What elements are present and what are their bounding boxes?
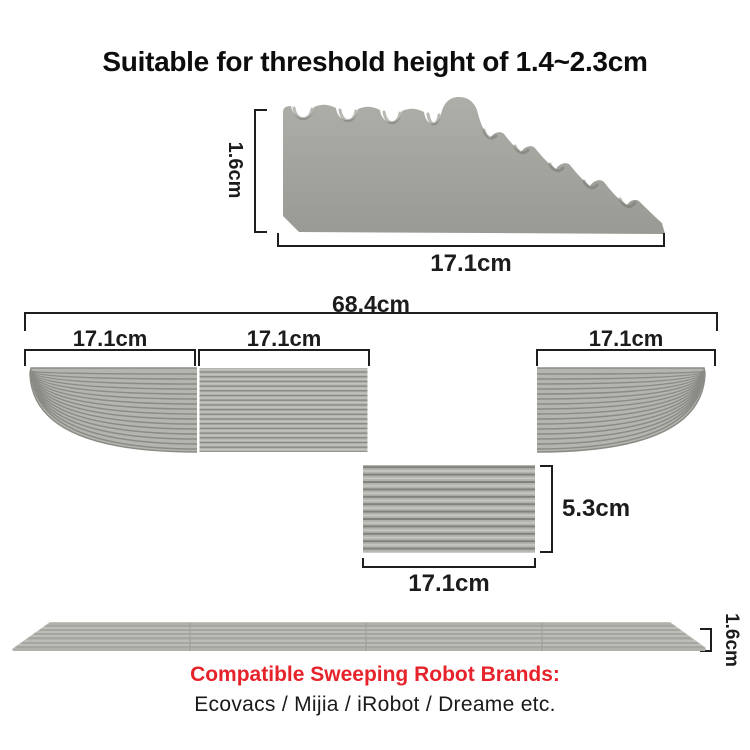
ramp-width-label: 17.1cm — [430, 250, 512, 277]
middle-straight-piece — [200, 368, 368, 452]
page-title: Suitable for threshold height of 1.4~2.3cm — [102, 46, 648, 77]
segment-width-label-2: 17.1cm — [246, 326, 322, 351]
segment-width-label-3: 17.1cm — [588, 326, 664, 351]
left-end-piece — [30, 368, 197, 452]
strip-thickness-label: 1.6cm — [721, 613, 742, 667]
right-end-piece — [537, 368, 705, 452]
bracket-ramp-width — [278, 233, 664, 246]
middle-bottom-piece — [363, 465, 535, 553]
bracket-middle-width — [363, 558, 535, 567]
bracket-middle-height — [540, 466, 552, 552]
segment-width-label-1: 17.1cm — [72, 326, 148, 351]
middle-piece-height-label: 5.3cm — [562, 495, 631, 522]
ramp-side-view — [283, 97, 665, 234]
compatible-brands-heading: Compatible Sweeping Robot Brands: — [190, 663, 560, 686]
compatible-brands-list: Ecovacs / Mijia / iRobot / Dreame etc. — [194, 693, 556, 716]
middle-piece-width-label: 17.1cm — [408, 570, 490, 597]
ramp-height-label: 1.6cm — [224, 141, 246, 199]
bracket-ramp-height — [255, 110, 267, 232]
assembled-strip-side — [10, 620, 708, 653]
bracket-segment-3 — [537, 350, 715, 366]
bracket-segment-2 — [199, 350, 369, 366]
bracket-segment-1 — [25, 350, 195, 366]
total-width-label: 68.4cm — [331, 291, 410, 317]
